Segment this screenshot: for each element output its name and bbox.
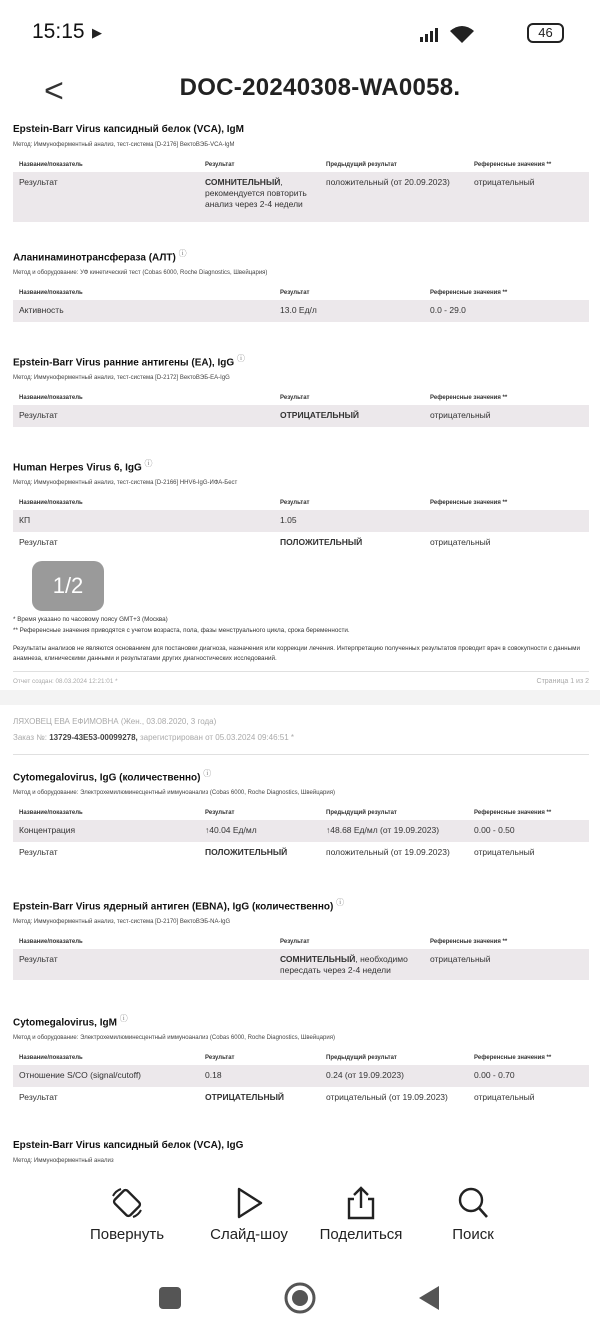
table-cell: положительный (от 20.09.2023): [326, 177, 450, 187]
rotate-button[interactable]: [72, 1180, 182, 1243]
page-number: Страница 1 из 2: [536, 678, 589, 685]
table-cell: отрицательный: [474, 847, 535, 858]
table-header: [13, 160, 589, 172]
rotate-label: Повернуть: [89, 1226, 165, 1243]
table-row: [13, 842, 589, 864]
table-cell: отрицательный (от 19.09.2023): [326, 1092, 448, 1103]
page-title: DOC-20240308-WA0058.: [179, 74, 461, 101]
column-header: Результат: [205, 162, 235, 168]
test-section: [13, 897, 589, 980]
column-header: Референсные значения **: [474, 1055, 552, 1062]
table-cell: Концентрация: [19, 825, 76, 836]
media-play-icon: ▶: [92, 25, 102, 40]
back-button[interactable]: <: [44, 72, 64, 110]
recent-apps-button[interactable]: [159, 1287, 181, 1309]
share-label: Поделиться: [319, 1226, 403, 1243]
table-cell: 0.00 - 0.70: [474, 1070, 515, 1081]
report-created: Отчет создан: 08.03.2024 12:21:01 *: [13, 678, 118, 685]
footnote-reference: ** Референсные значения приводятся с учетом возраста, пола, фазы менструального цикла, срока беременности.: [13, 627, 350, 634]
table-cell: Результат: [19, 847, 58, 858]
table-cell: ПОЛОЖИТЕЛЬНЫЙ: [280, 537, 363, 548]
table-header: [13, 288, 589, 300]
table-cell: Результат: [19, 177, 58, 187]
column-header: Референсные значения **: [430, 290, 508, 297]
column-header: Результат: [280, 939, 310, 946]
table-cell: 0.00 - 0.50: [474, 825, 515, 836]
patient-info: ЛЯХОВЕЦ ЕВА ЕФИМОВНА (Жен., 03.08.2020, 3 года): [13, 717, 217, 726]
page-separator: [0, 690, 600, 705]
column-header: Результат: [280, 395, 310, 402]
table-cell: ↑40.04 Ед/мл: [205, 825, 257, 836]
table-cell: СОМНИТЕЛЬНЫЙ, необходимо пересдать через 2-4 недели: [280, 954, 408, 976]
section-method: Метод: Иммуноферментный анализ: [13, 1158, 114, 1164]
column-header: Референсные значения **: [430, 395, 508, 402]
system-nav-bar: [0, 1280, 600, 1320]
section-method: Метод: Иммуноферментный анализ, тест-система [D-2166] HHV6-IgG-ИФА-Бест: [13, 480, 238, 487]
column-header: Название/показатель: [19, 939, 83, 946]
search-icon: [455, 1186, 491, 1220]
slideshow-label: Слайд-шоу: [210, 1226, 288, 1243]
section-method: Метод: Иммуноферментный анализ, тест-система [D-2170] ВектоВЭБ-NA-IgG: [13, 919, 231, 926]
status-bar: [0, 0, 600, 66]
table-cell: Результат: [19, 954, 58, 965]
section-title: [13, 768, 589, 783]
column-header: Результат: [205, 810, 235, 817]
section-title-text: Epstein-Barr Virus капсидный белок (VCA), IgG: [13, 1140, 244, 1151]
section-method: Метод и оборудование: УФ кинетический тест (Cobas 6000, Roche Diagnostics, Швейцария): [13, 270, 268, 277]
table-cell: отрицательный: [430, 954, 491, 965]
table-cell: Отношение S/CO (signal/cutoff): [19, 1070, 142, 1081]
table-row: [13, 172, 589, 222]
search-button[interactable]: [418, 1180, 528, 1243]
table-header: [13, 393, 589, 405]
table-cell: отрицательный: [474, 1092, 535, 1103]
table-row: [13, 1087, 589, 1109]
help-icon[interactable]: ⓘ: [236, 354, 245, 363]
rotate-icon: [109, 1186, 145, 1220]
order-registered: зарегистрирован от 05.03.2024 09:46:51 *: [137, 733, 295, 742]
section-title: [13, 1140, 589, 1151]
share-icon: [343, 1186, 379, 1220]
column-header: Результат: [280, 290, 310, 297]
column-header: Результат: [205, 1055, 235, 1062]
section-title-text: Cytomegalovirus, IgG (количественно): [13, 772, 201, 784]
table-header: [13, 808, 589, 820]
column-header: Название/показатель: [19, 810, 83, 817]
test-section: [13, 1140, 589, 1164]
table-row: [13, 949, 589, 980]
table-cell: Результат: [19, 410, 58, 421]
section-title: [13, 897, 589, 912]
table-cell: 0.0 - 29.0: [430, 305, 466, 316]
help-icon[interactable]: ⓘ: [336, 898, 345, 907]
column-header: Название/показатель: [19, 395, 83, 402]
column-header: Название/показатель: [19, 500, 83, 507]
share-button[interactable]: [306, 1180, 416, 1243]
help-icon[interactable]: ⓘ: [119, 1014, 128, 1023]
table-cell: Результат: [19, 537, 58, 548]
test-section: [13, 124, 589, 222]
column-header: Название/показатель: [19, 162, 83, 168]
column-header: Результат: [280, 500, 310, 507]
table-cell: положительный (от 19.09.2023): [326, 847, 450, 858]
column-header: Предыдущий результат: [326, 810, 397, 817]
play-icon: [231, 1186, 267, 1220]
footnote-time: * Время указано по часовому поясу GMT+3 (Москва): [13, 616, 168, 623]
table-cell: отрицательный: [430, 410, 491, 421]
divider: [13, 671, 589, 672]
table-cell: 0.24 (от 19.09.2023): [326, 1070, 404, 1081]
section-title-text: Epstein-Barr Virus ранние антигены (EA), IgG: [13, 357, 235, 369]
section-title-text: Epstein-Barr Virus капсидный белок (VCA), IgM: [13, 124, 244, 135]
divider: [13, 754, 589, 755]
section-title-text: Human Herpes Virus 6, IgG: [13, 462, 142, 474]
table-header: [13, 937, 589, 949]
section-title: [13, 124, 589, 135]
column-header: Предыдущий результат: [326, 162, 397, 168]
section-title-text: Аланинаминотрансфераза (АЛТ): [13, 252, 176, 264]
table-row: [13, 1065, 589, 1087]
table-cell: 13.0 Ед/л: [280, 305, 317, 316]
table-cell: отрицательный: [430, 537, 491, 548]
disclaimer: Результаты анализов не являются основанием для постановки диагноза, назначения или коррекции лечения. Интерпретацию полученных результатов проводит врач в совокупности с данными анамнеза, клиническими данными и результатами других диагностических исследований.: [13, 645, 581, 662]
test-section: [13, 1013, 589, 1109]
home-button[interactable]: [283, 1281, 317, 1315]
section-title: [13, 248, 589, 263]
help-icon[interactable]: ⓘ: [178, 249, 187, 258]
clock: 15:15: [32, 20, 85, 43]
table-cell: 1.05: [280, 515, 297, 526]
bottom-toolbar: [0, 1180, 600, 1250]
column-header: Название/показатель: [19, 290, 83, 297]
table-row: [13, 532, 589, 554]
order-label: Заказ №:: [13, 733, 50, 742]
section-method: Метод: Иммуноферментный анализ, тест-система [D-2176] ВектоВЭБ-VCA-IgM: [13, 142, 235, 148]
section-title-text: Epstein-Barr Virus ядерный антиген (EBNA), IgG (количественно): [13, 901, 334, 913]
help-icon[interactable]: ⓘ: [203, 769, 212, 778]
column-header: Название/показатель: [19, 1055, 83, 1062]
test-section: [13, 248, 589, 322]
table-cell: 0.18: [205, 1070, 222, 1081]
battery-icon: 46: [527, 23, 564, 43]
section-title-text: Cytomegalovirus, IgM: [13, 1017, 117, 1029]
table-header: [13, 498, 589, 510]
table-cell: Активность: [19, 305, 64, 316]
slideshow-button[interactable]: [194, 1180, 304, 1243]
table-header: [13, 1053, 589, 1065]
order-number: 13729-43E53-00099278,: [49, 733, 138, 742]
order-info: [13, 733, 294, 742]
column-header: Референсные значения **: [430, 500, 508, 507]
signal-wifi-icon: [420, 25, 490, 45]
table-row: [13, 510, 589, 532]
section-method: Метод и оборудование: Электрохемилюминесцентный иммуноанализ (Cobas 6000, Roche Diagnostics, Швейцария): [13, 790, 335, 797]
table-cell: СОМНИТЕЛЬНЫЙ, рекомендуется повторить анализ через 2-4 недели: [205, 177, 307, 209]
table-row: [13, 300, 589, 322]
table-row: [13, 820, 589, 842]
search-label: Поиск: [452, 1226, 494, 1243]
table-cell: ПОЛОЖИТЕЛЬНЫЙ: [205, 847, 288, 858]
back-nav-button[interactable]: [417, 1284, 441, 1312]
column-header: Референсные значения **: [474, 810, 552, 817]
test-section: [13, 353, 589, 427]
help-icon[interactable]: ⓘ: [144, 459, 153, 468]
test-section: [13, 768, 589, 864]
column-header: Референсные значения **: [474, 162, 552, 168]
table-row: [13, 405, 589, 427]
column-header: Референсные значения **: [430, 939, 508, 946]
table-cell: ↑48.68 Ед/мл (от 19.09.2023): [326, 825, 440, 836]
table-cell: ОТРИЦАТЕЛЬНЫЙ: [280, 410, 360, 421]
section-title: [13, 353, 589, 368]
section-title: [13, 1013, 589, 1028]
page-indicator-badge: 1/2: [32, 561, 104, 611]
table-cell: Результат: [19, 1092, 58, 1103]
table-cell: КП: [19, 515, 31, 526]
table-cell: отрицательный: [474, 177, 535, 187]
column-header: Предыдущий результат: [326, 1055, 397, 1062]
test-section: [13, 458, 589, 554]
section-title: [13, 458, 589, 473]
section-method: Метод и оборудование: Электрохемилюминесцентный иммуноанализ (Cobas 6000, Roche Diagnostics, Швейцария): [13, 1035, 335, 1042]
table-cell: ОТРИЦАТЕЛЬНЫЙ: [205, 1092, 285, 1103]
section-method: Метод: Иммуноферментный анализ, тест-система [D-2172] ВектоВЭБ-EA-IgG: [13, 375, 230, 382]
